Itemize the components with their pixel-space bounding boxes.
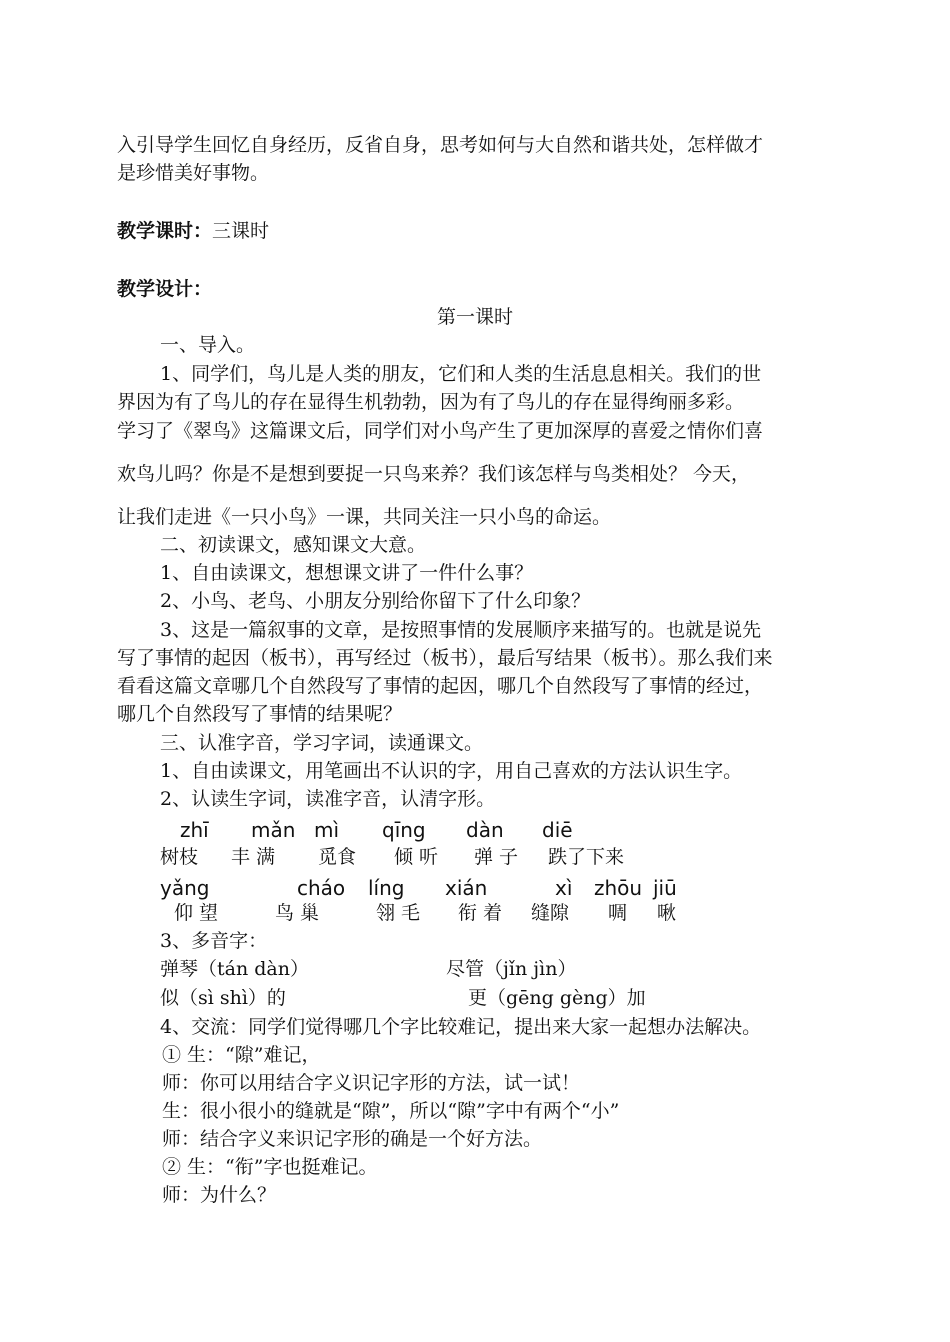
pinyin: xì [555, 876, 573, 900]
teaching-design-label: 教学设计： [117, 278, 213, 300]
pinyin: dàn [466, 818, 504, 842]
dialogue-line: 师：结合字义来识记字形的确是一个好方法。 [162, 1128, 543, 1150]
vocab-word: 倾 听 [394, 846, 439, 868]
vocab-word: 树枝 [160, 846, 199, 868]
polyphone-item: 似（sì shì）的 [160, 987, 286, 1009]
section-1-heading: 一、导入。 [160, 334, 256, 356]
pinyin: xián [445, 876, 488, 900]
section-3-item-1: 1、自由读课文，用笔画出不认识的字，用自己喜欢的方法认识生字。 [160, 760, 743, 782]
section-2-question-3-line-3: 看看这篇文章哪几个自然段写了事情的起因，哪几个自然段写了事情的经过， [117, 675, 764, 697]
vocab-word: 翎 毛 [376, 902, 421, 924]
vocab-word: 啾 [657, 902, 677, 924]
teaching-hours-label: 教学课时： [117, 220, 213, 242]
section-2-question-3-line-1: 3、这是一篇叙事的文章，是按照事情的发展顺序来描写的。也就是说先 [160, 619, 762, 641]
section-3-item-2: 2、认读生字词，读准字音，认清字形。 [160, 788, 496, 810]
pinyin: zhōu [594, 876, 643, 900]
intro-line-1: 入引导学生回忆自身经历，反省自身，思考如何与大自然和谐共处，怎样做才 [117, 134, 764, 156]
polyphone-item: 弹琴（tán dàn） [160, 958, 309, 980]
dialogue-line: ② 生：“衔”字也挺难记。 [162, 1156, 378, 1178]
intro-line-2: 是珍惜美好事物。 [117, 162, 270, 184]
section-2-heading: 二、初读课文，感知课文大意。 [160, 534, 427, 556]
lesson-title: 第一课时 [436, 306, 513, 328]
pinyin: cháo [297, 876, 346, 900]
vocab-word: 缝隙 [531, 902, 570, 924]
vocab-word: 丰 满 [231, 846, 276, 868]
teaching-hours-value: 三课时 [212, 220, 270, 242]
vocab-word: 鸟 巢 [275, 902, 320, 924]
vocab-word: 觅食 [318, 846, 357, 868]
pinyin: zhī [180, 818, 209, 842]
teaching-hours [117, 219, 269, 243]
pinyin: yǎng [160, 876, 210, 900]
pinyin: líng [368, 876, 405, 900]
pinyin: qīng [382, 818, 426, 842]
section-1-para-line-2: 界因为有了鸟儿的存在显得生机勃勃，因为有了鸟儿的存在显得绚丽多彩。 [117, 391, 745, 413]
dialogue-line: ① 生：“隙”难记， [162, 1044, 321, 1066]
vocab-word: 弹 子 [474, 846, 519, 868]
polyphone-item: 更（gēng gèng）加 [468, 987, 646, 1009]
dialogue-line: 师：为什么？ [162, 1184, 277, 1206]
dialogue-line: 生：很小很小的缝就是“隙”，所以“隙”字中有两个“小” [162, 1100, 620, 1122]
section-2-question-1: 1、自由读课文，想想课文讲了一件什么事？ [160, 562, 534, 584]
section-2-question-3-line-2: 写了事情的起因（板书），再写经过（板书），最后写结果（板书）。那么我们来 [117, 647, 773, 669]
section-1-para-line-4: 欢鸟儿吗？你是不是想到要捉一只鸟来养？我们该怎样与鸟类相处？ 今天， [117, 463, 751, 485]
section-3-heading: 三、认准字音，学习字词，读通课文。 [160, 732, 484, 754]
vocab-word: 跌了下来 [548, 846, 625, 868]
section-2-question-2: 2、小鸟、老鸟、小朋友分别给你留下了什么印象？ [160, 590, 591, 612]
polyphone-item: 尽管（jǐn jìn） [446, 958, 577, 980]
section-1-para-line-5: 让我们走进《一只小鸟》一课，共同关注一只小鸟的命运。 [117, 506, 612, 528]
section-1-para-line-1: 1、同学们，鸟儿是人类的朋友，它们和人类的生活息息相关。我们的世 [160, 363, 762, 385]
pinyin: mì [314, 818, 340, 842]
pinyin: diē [542, 818, 573, 842]
section-1-para-line-3: 学习了《翠鸟》这篇课文后，同学们对小鸟产生了更加深厚的喜爱之情你们喜 [117, 420, 764, 442]
pinyin: mǎn [251, 818, 296, 842]
vocab-word: 衔 着 [458, 902, 503, 924]
polyphone-heading: 3、多音字： [160, 930, 268, 952]
vocab-word: 啁 [608, 902, 628, 924]
dialogue-line: 师：你可以用结合字义识记字形的方法，试一试！ [162, 1072, 581, 1094]
exchange-heading: 4、交流：同学们觉得哪几个字比较难记，提出来大家一起想办法解决。 [160, 1016, 762, 1038]
pinyin: jiū [653, 876, 677, 900]
vocab-word: 仰 望 [174, 902, 219, 924]
section-2-question-3-line-4: 哪几个自然段写了事情的结果呢？ [117, 703, 403, 725]
